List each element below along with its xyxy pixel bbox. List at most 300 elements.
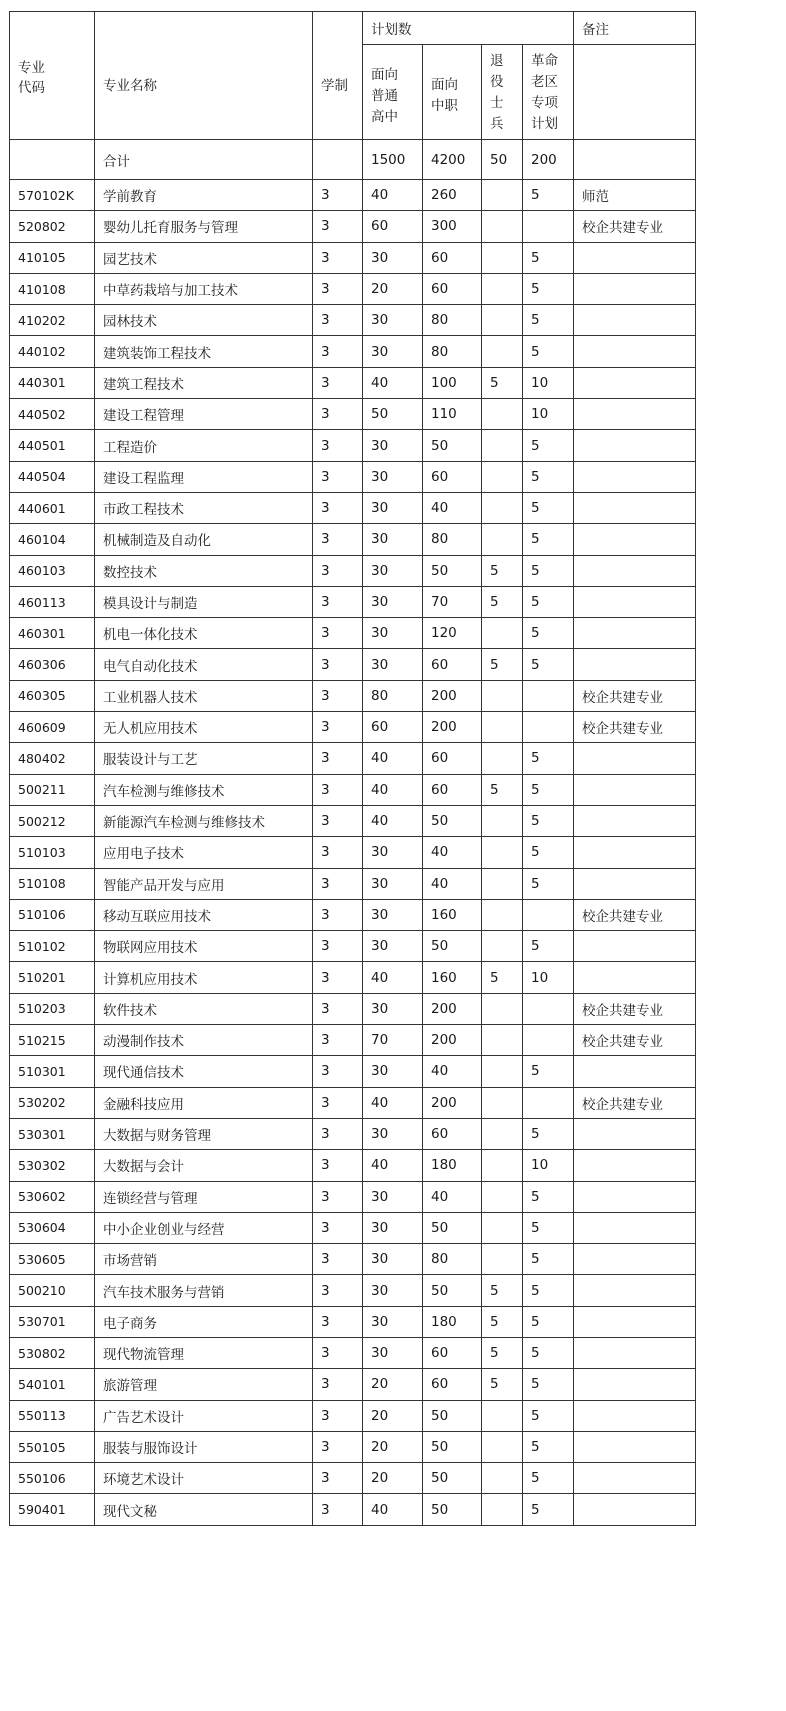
- remark-cell: [574, 805, 696, 836]
- major-name-cell: 中草药栽培与加工技术: [95, 273, 313, 304]
- plan-veteran-cell: 5: [482, 586, 523, 617]
- plan-vocational-cell: 60: [423, 1369, 482, 1400]
- major-code-cell: 590401: [10, 1494, 95, 1525]
- plan-veteran-cell: [482, 430, 523, 461]
- plan-revolutionary-cell: 5: [523, 273, 574, 304]
- plan-revolutionary-cell: 5: [523, 1212, 574, 1243]
- plan-revolutionary-cell: 5: [523, 305, 574, 336]
- plan-revolutionary-cell: 5: [523, 461, 574, 492]
- major-code-cell: 530802: [10, 1337, 95, 1368]
- table-row: [10, 1369, 696, 1400]
- plan-revolutionary-cell: 5: [523, 774, 574, 805]
- plan-vocational-cell: 50: [423, 1400, 482, 1431]
- remark-cell: [574, 1494, 696, 1525]
- header-revolutionary-l3: 专项: [531, 95, 558, 111]
- total-general: 1500: [363, 140, 423, 180]
- plan-general-cell: 30: [363, 868, 423, 899]
- header-veteran-l4: 兵: [490, 116, 504, 132]
- years-cell: 3: [313, 1025, 363, 1056]
- major-code-cell: 510106: [10, 899, 95, 930]
- plan-general-cell: 30: [363, 524, 423, 555]
- header-veteran-l2: 役: [490, 74, 504, 90]
- major-name-cell: 汽车技术服务与营销: [95, 1275, 313, 1306]
- table-row: [10, 399, 696, 430]
- major-code-cell: 480402: [10, 743, 95, 774]
- table-row: [10, 931, 696, 962]
- plan-revolutionary-cell: 5: [523, 586, 574, 617]
- plan-veteran-cell: 5: [482, 962, 523, 993]
- plan-general-cell: 40: [363, 367, 423, 398]
- plan-general-cell: 30: [363, 1181, 423, 1212]
- remark-cell: [574, 1118, 696, 1149]
- major-name-cell: 软件技术: [95, 993, 313, 1024]
- years-cell: 3: [313, 1150, 363, 1181]
- plan-veteran-cell: [482, 837, 523, 868]
- table-row: [10, 993, 696, 1024]
- plan-general-cell: 30: [363, 649, 423, 680]
- remark-cell: [574, 555, 696, 586]
- remark-cell: [574, 1181, 696, 1212]
- plan-revolutionary-cell: 5: [523, 931, 574, 962]
- major-code-cell: 500210: [10, 1275, 95, 1306]
- years-cell: 3: [313, 837, 363, 868]
- years-cell: 3: [313, 899, 363, 930]
- plan-veteran-cell: [482, 868, 523, 899]
- plan-general-cell: 20: [363, 1400, 423, 1431]
- plan-revolutionary-cell: 5: [523, 805, 574, 836]
- plan-vocational-cell: 60: [423, 1337, 482, 1368]
- major-name-cell: 服装设计与工艺: [95, 743, 313, 774]
- plan-vocational-cell: 40: [423, 1056, 482, 1087]
- plan-vocational-cell: 40: [423, 837, 482, 868]
- remark-cell: 校企共建专业: [574, 1087, 696, 1118]
- table-row: [10, 1150, 696, 1181]
- plan-veteran-cell: [482, 618, 523, 649]
- years-cell: 3: [313, 1056, 363, 1087]
- table-row: [10, 837, 696, 868]
- plan-general-cell: 30: [363, 430, 423, 461]
- plan-general-cell: 30: [363, 555, 423, 586]
- plan-general-cell: 30: [363, 461, 423, 492]
- plan-veteran-cell: [482, 712, 523, 743]
- plan-revolutionary-cell: [523, 712, 574, 743]
- plan-revolutionary-cell: 5: [523, 555, 574, 586]
- plan-veteran-cell: [482, 805, 523, 836]
- plan-veteran-cell: [482, 399, 523, 430]
- major-name-cell: 建筑装饰工程技术: [95, 336, 313, 367]
- years-cell: 3: [313, 1306, 363, 1337]
- plan-veteran-cell: [482, 993, 523, 1024]
- plan-vocational-cell: 180: [423, 1150, 482, 1181]
- major-code-cell: 570102K: [10, 180, 95, 211]
- major-name-cell: 新能源汽车检测与维修技术: [95, 805, 313, 836]
- table-row: [10, 712, 696, 743]
- major-code-cell: 530302: [10, 1150, 95, 1181]
- years-cell: 3: [313, 1087, 363, 1118]
- header-code-line1: 专业: [18, 60, 45, 76]
- plan-veteran-cell: [482, 305, 523, 336]
- major-name-cell: 现代通信技术: [95, 1056, 313, 1087]
- table-row: [10, 805, 696, 836]
- major-code-cell: 510102: [10, 931, 95, 962]
- header-remark: 备注: [574, 12, 696, 45]
- plan-vocational-cell: 50: [423, 931, 482, 962]
- plan-revolutionary-cell: [523, 899, 574, 930]
- total-label: 合计: [95, 140, 313, 180]
- plan-vocational-cell: 80: [423, 524, 482, 555]
- years-cell: 3: [313, 180, 363, 211]
- major-code-cell: 440504: [10, 461, 95, 492]
- years-cell: 3: [313, 586, 363, 617]
- major-code-cell: 440102: [10, 336, 95, 367]
- plan-veteran-cell: [482, 211, 523, 242]
- years-cell: 3: [313, 430, 363, 461]
- plan-revolutionary-cell: 5: [523, 649, 574, 680]
- plan-general-cell: 40: [363, 774, 423, 805]
- plan-vocational-cell: 200: [423, 993, 482, 1024]
- plan-revolutionary-cell: 5: [523, 430, 574, 461]
- remark-cell: 师范: [574, 180, 696, 211]
- years-cell: 3: [313, 1275, 363, 1306]
- plan-general-cell: 30: [363, 1337, 423, 1368]
- plan-general-cell: 20: [363, 1369, 423, 1400]
- major-name-cell: 汽车检测与维修技术: [95, 774, 313, 805]
- header-vocational-l1: 面向: [431, 77, 458, 93]
- table-body: [10, 140, 696, 1526]
- remark-cell: [574, 1463, 696, 1494]
- remark-cell: [574, 1056, 696, 1087]
- years-cell: 3: [313, 1244, 363, 1275]
- plan-general-cell: 60: [363, 211, 423, 242]
- years-cell: 3: [313, 1494, 363, 1525]
- remark-cell: 校企共建专业: [574, 993, 696, 1024]
- remark-cell: 校企共建专业: [574, 1025, 696, 1056]
- plan-revolutionary-cell: 5: [523, 1494, 574, 1525]
- plan-vocational-cell: 40: [423, 1181, 482, 1212]
- remark-cell: [574, 430, 696, 461]
- years-cell: 3: [313, 242, 363, 273]
- header-general-l2: 普通: [371, 88, 398, 104]
- major-code-cell: 460306: [10, 649, 95, 680]
- major-name-cell: 市政工程技术: [95, 492, 313, 523]
- plan-veteran-cell: 5: [482, 555, 523, 586]
- years-cell: 3: [313, 649, 363, 680]
- table-row: [10, 180, 696, 211]
- major-code-cell: 540101: [10, 1369, 95, 1400]
- remark-cell: [574, 461, 696, 492]
- plan-general-cell: 40: [363, 1494, 423, 1525]
- plan-vocational-cell: 60: [423, 461, 482, 492]
- plan-veteran-cell: 5: [482, 649, 523, 680]
- major-name-cell: 现代物流管理: [95, 1337, 313, 1368]
- plan-vocational-cell: 50: [423, 1275, 482, 1306]
- plan-vocational-cell: 160: [423, 899, 482, 930]
- enrollment-plan-table: [9, 11, 696, 1526]
- years-cell: 3: [313, 680, 363, 711]
- header-revolutionary-l4: 计划: [531, 116, 558, 132]
- plan-revolutionary-cell: [523, 993, 574, 1024]
- major-name-cell: 婴幼儿托育服务与管理: [95, 211, 313, 242]
- remark-cell: [574, 242, 696, 273]
- plan-veteran-cell: [482, 492, 523, 523]
- plan-revolutionary-cell: 10: [523, 399, 574, 430]
- plan-vocational-cell: 50: [423, 1494, 482, 1525]
- plan-general-cell: 30: [363, 242, 423, 273]
- major-name-cell: 大数据与会计: [95, 1150, 313, 1181]
- years-cell: 3: [313, 1337, 363, 1368]
- major-code-cell: 460609: [10, 712, 95, 743]
- major-code-cell: 530602: [10, 1181, 95, 1212]
- major-name-cell: 金融科技应用: [95, 1087, 313, 1118]
- plan-veteran-cell: [482, 1056, 523, 1087]
- header-revolutionary-l1: 革命: [531, 53, 558, 69]
- remark-cell: [574, 1400, 696, 1431]
- total-code-cell: [10, 140, 95, 180]
- plan-vocational-cell: 40: [423, 492, 482, 523]
- plan-general-cell: 80: [363, 680, 423, 711]
- header-years: [313, 12, 363, 140]
- table-row: [10, 211, 696, 242]
- years-cell: 3: [313, 367, 363, 398]
- remark-cell: [574, 1244, 696, 1275]
- remark-cell: [574, 931, 696, 962]
- plan-vocational-cell: 200: [423, 1087, 482, 1118]
- plan-vocational-cell: 160: [423, 962, 482, 993]
- years-cell: 3: [313, 399, 363, 430]
- table-row: [10, 1463, 696, 1494]
- major-code-cell: 510201: [10, 962, 95, 993]
- plan-general-cell: 30: [363, 837, 423, 868]
- major-code-cell: 510103: [10, 837, 95, 868]
- plan-veteran-cell: [482, 1212, 523, 1243]
- header-revolutionary-l2: 老区: [531, 74, 558, 90]
- plan-revolutionary-cell: 5: [523, 524, 574, 555]
- years-cell: 3: [313, 555, 363, 586]
- years-cell: 3: [313, 336, 363, 367]
- remark-cell: [574, 649, 696, 680]
- major-name-cell: 现代文秘: [95, 1494, 313, 1525]
- plan-vocational-cell: 60: [423, 649, 482, 680]
- years-cell: 3: [313, 1118, 363, 1149]
- years-cell: 3: [313, 1212, 363, 1243]
- major-name-cell: 中小企业创业与经营: [95, 1212, 313, 1243]
- plan-revolutionary-cell: 5: [523, 1431, 574, 1462]
- plan-veteran-cell: 5: [482, 1275, 523, 1306]
- plan-general-cell: 20: [363, 273, 423, 304]
- major-name-cell: 动漫制作技术: [95, 1025, 313, 1056]
- plan-vocational-cell: 60: [423, 1118, 482, 1149]
- plan-revolutionary-cell: 10: [523, 1150, 574, 1181]
- table-row: [10, 273, 696, 304]
- major-code-cell: 510301: [10, 1056, 95, 1087]
- remark-cell: [574, 586, 696, 617]
- major-name-cell: 旅游管理: [95, 1369, 313, 1400]
- plan-revolutionary-cell: 5: [523, 837, 574, 868]
- plan-revolutionary-cell: 5: [523, 1463, 574, 1494]
- total-revolutionary: 200: [523, 140, 574, 180]
- plan-general-cell: 20: [363, 1463, 423, 1494]
- major-name-cell: 广告艺术设计: [95, 1400, 313, 1431]
- major-code-cell: 440301: [10, 367, 95, 398]
- major-name-cell: 工程造价: [95, 430, 313, 461]
- plan-general-cell: 20: [363, 1431, 423, 1462]
- table-row: [10, 1244, 696, 1275]
- table-row: [10, 1212, 696, 1243]
- plan-veteran-cell: [482, 1431, 523, 1462]
- plan-veteran-cell: [482, 1400, 523, 1431]
- plan-vocational-cell: 200: [423, 680, 482, 711]
- plan-veteran-cell: [482, 1181, 523, 1212]
- plan-general-cell: 50: [363, 399, 423, 430]
- remark-cell: [574, 962, 696, 993]
- plan-general-cell: 30: [363, 492, 423, 523]
- plan-veteran-cell: [482, 1087, 523, 1118]
- plan-vocational-cell: 60: [423, 273, 482, 304]
- major-name-cell: 物联网应用技术: [95, 931, 313, 962]
- major-code-cell: 460301: [10, 618, 95, 649]
- table-row: [10, 618, 696, 649]
- plan-vocational-cell: 80: [423, 336, 482, 367]
- plan-vocational-cell: 50: [423, 1212, 482, 1243]
- plan-general-cell: 30: [363, 1118, 423, 1149]
- header-vocational-l2: 中职: [431, 98, 458, 114]
- plan-general-cell: 40: [363, 180, 423, 211]
- remark-cell: [574, 367, 696, 398]
- major-code-cell: 460113: [10, 586, 95, 617]
- plan-vocational-cell: 120: [423, 618, 482, 649]
- table-row: [10, 1056, 696, 1087]
- plan-veteran-cell: 5: [482, 1306, 523, 1337]
- plan-revolutionary-cell: 5: [523, 1306, 574, 1337]
- plan-revolutionary-cell: [523, 211, 574, 242]
- plan-revolutionary-cell: 5: [523, 1275, 574, 1306]
- plan-general-cell: 40: [363, 805, 423, 836]
- plan-general-cell: 30: [363, 618, 423, 649]
- header-years-text: 学制: [321, 78, 348, 94]
- table-row: [10, 555, 696, 586]
- plan-revolutionary-cell: 5: [523, 1181, 574, 1212]
- plan-veteran-cell: [482, 1150, 523, 1181]
- years-cell: 3: [313, 868, 363, 899]
- plan-vocational-cell: 180: [423, 1306, 482, 1337]
- remark-cell: [574, 1369, 696, 1400]
- table-row: [10, 1431, 696, 1462]
- plan-revolutionary-cell: 5: [523, 743, 574, 774]
- table-row: [10, 430, 696, 461]
- plan-veteran-cell: 5: [482, 1337, 523, 1368]
- years-cell: 3: [313, 618, 363, 649]
- years-cell: 3: [313, 1431, 363, 1462]
- major-code-cell: 550113: [10, 1400, 95, 1431]
- plan-vocational-cell: 110: [423, 399, 482, 430]
- remark-cell: [574, 1431, 696, 1462]
- major-code-cell: 440601: [10, 492, 95, 523]
- major-code-cell: 460104: [10, 524, 95, 555]
- plan-revolutionary-cell: 5: [523, 868, 574, 899]
- years-cell: 3: [313, 1400, 363, 1431]
- years-cell: 3: [313, 743, 363, 774]
- header-veteran-l1: 退: [490, 53, 504, 69]
- table-row: [10, 586, 696, 617]
- major-name-cell: 工业机器人技术: [95, 680, 313, 711]
- years-cell: 3: [313, 492, 363, 523]
- plan-vocational-cell: 80: [423, 305, 482, 336]
- major-code-cell: 460103: [10, 555, 95, 586]
- remark-cell: [574, 273, 696, 304]
- header-plan-vocational: [423, 45, 482, 140]
- major-code-cell: 530604: [10, 1212, 95, 1243]
- plan-vocational-cell: 50: [423, 1463, 482, 1494]
- plan-vocational-cell: 100: [423, 367, 482, 398]
- table-row: [10, 1400, 696, 1431]
- remark-cell: 校企共建专业: [574, 680, 696, 711]
- plan-general-cell: 30: [363, 1056, 423, 1087]
- major-code-cell: 440502: [10, 399, 95, 430]
- plan-general-cell: 30: [363, 899, 423, 930]
- table-row: [10, 649, 696, 680]
- plan-vocational-cell: 80: [423, 1244, 482, 1275]
- major-code-cell: 410202: [10, 305, 95, 336]
- major-name-cell: 机械制造及自动化: [95, 524, 313, 555]
- plan-veteran-cell: [482, 680, 523, 711]
- major-name-cell: 移动互联应用技术: [95, 899, 313, 930]
- major-code-cell: 530605: [10, 1244, 95, 1275]
- plan-vocational-cell: 200: [423, 712, 482, 743]
- plan-revolutionary-cell: 5: [523, 1369, 574, 1400]
- table-row: [10, 336, 696, 367]
- remark-cell: 校企共建专业: [574, 211, 696, 242]
- plan-veteran-cell: [482, 1118, 523, 1149]
- plan-vocational-cell: 50: [423, 1431, 482, 1462]
- plan-general-cell: 30: [363, 336, 423, 367]
- header-major-code: [10, 12, 95, 140]
- remark-cell: [574, 868, 696, 899]
- plan-veteran-cell: [482, 336, 523, 367]
- plan-vocational-cell: 60: [423, 774, 482, 805]
- major-name-cell: 连锁经营与管理: [95, 1181, 313, 1212]
- remark-cell: [574, 618, 696, 649]
- table-row: [10, 367, 696, 398]
- plan-revolutionary-cell: 5: [523, 336, 574, 367]
- plan-veteran-cell: 5: [482, 367, 523, 398]
- plan-veteran-cell: [482, 242, 523, 273]
- remark-cell: [574, 399, 696, 430]
- plan-general-cell: 40: [363, 743, 423, 774]
- plan-revolutionary-cell: 5: [523, 1244, 574, 1275]
- plan-revolutionary-cell: 10: [523, 962, 574, 993]
- plan-vocational-cell: 200: [423, 1025, 482, 1056]
- plan-general-cell: 40: [363, 1150, 423, 1181]
- total-years-cell: [313, 140, 363, 180]
- major-code-cell: 410108: [10, 273, 95, 304]
- major-name-cell: 数控技术: [95, 555, 313, 586]
- remark-cell: [574, 1306, 696, 1337]
- major-code-cell: 550105: [10, 1431, 95, 1462]
- plan-revolutionary-cell: [523, 1025, 574, 1056]
- plan-veteran-cell: [482, 1025, 523, 1056]
- total-vocational: 4200: [423, 140, 482, 180]
- major-code-cell: 500212: [10, 805, 95, 836]
- years-cell: 3: [313, 1463, 363, 1494]
- major-name-cell: 电子商务: [95, 1306, 313, 1337]
- plan-veteran-cell: [482, 461, 523, 492]
- table-row: [10, 1181, 696, 1212]
- major-name-cell: 无人机应用技术: [95, 712, 313, 743]
- table-row: [10, 492, 696, 523]
- years-cell: 3: [313, 273, 363, 304]
- years-cell: 3: [313, 712, 363, 743]
- plan-veteran-cell: [482, 180, 523, 211]
